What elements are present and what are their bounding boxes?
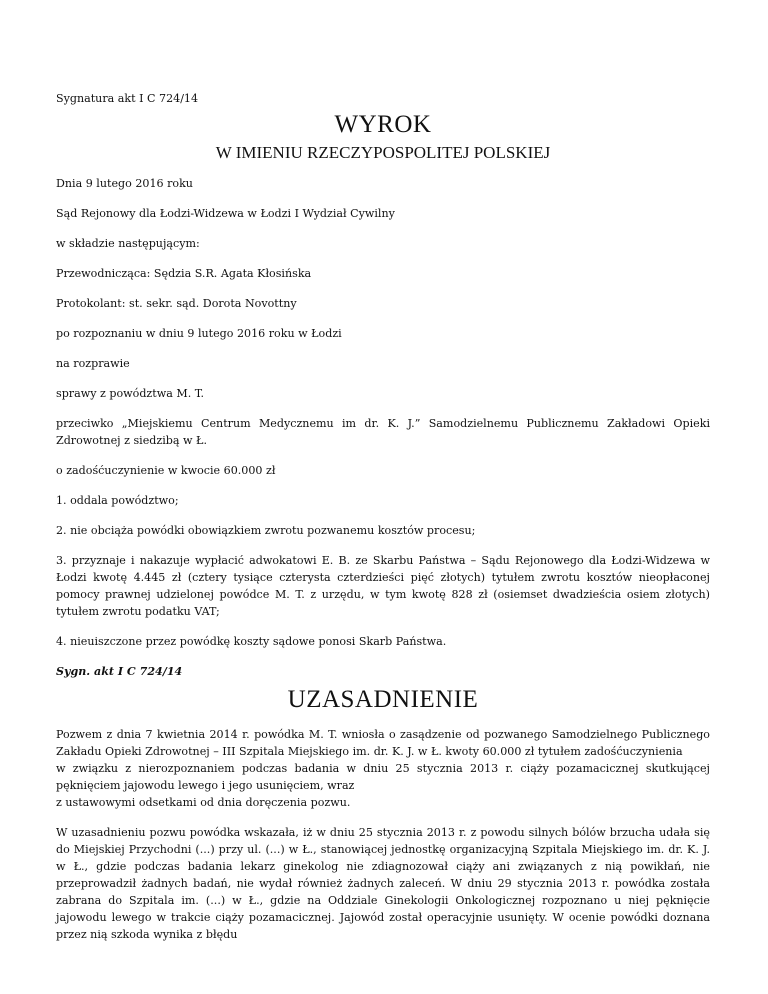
case-signature: Sygnatura akt I C 724/14 <box>56 92 199 105</box>
justification-p1-part-a: Pozwem z dnia 7 kwietnia 2014 r. powódka M. T. wniosła o zasądzenie od pozwanego Samodzielnego Publicznego Zakładu Opieki Zdrowotnej – III Szpitala Miejskiego im. dr. K. J. w Ł. kwoty 60.000 zł tytułem zadośćuczynienia <box>56 728 710 758</box>
composition-line: w składzie następującym: <box>56 237 200 250</box>
case-signature-secondary: Sygn. akt I C 724/14 <box>56 665 183 678</box>
date-line: Dnia 9 lutego 2016 roku <box>56 177 193 190</box>
court-line: Sąd Rejonowy dla Łodzi-Widzewa w Łodzi I Wydział Cywilny <box>56 207 395 220</box>
hearing-type-line: na rozprawie <box>56 357 130 370</box>
ruling-point-4: 4. nieuiszczone przez powódkę koszty sądowe ponosi Skarb Państwa. <box>56 635 447 648</box>
judgment-title: WYROK <box>334 111 432 138</box>
justification-paragraph-1 <box>56 726 710 811</box>
plaintiff-line: sprawy z powództwa M. T. <box>56 387 205 400</box>
justification-paragraph-2: W uzasadnieniu pozwu powódka wskazała, iż w dniu 25 stycznia 2013 r. z powodu silnych bólów brzucha udała się do Miejskiej Przychodni (...) przy ul. (...) w Ł., stanowiącej jednostkę organizacyjną Szpitala Miejskiego im. dr. K. J. w Ł., gdzie podczas badania lekarz ginekolog nie zdiagnozował ciąży ani związanych z nią powikłań, nie przeprowadził żadnych badań, nie wydał również żadnych zaleceń. W dniu 29 stycznia 2013 r. powódka została zabrana do Szpitala im. (...) w Ł., gdzie na Oddziale Ginekologii Onkologicznej rozpoznano u niej pęknięcie jajowodu lewego w trakcie ciąży pozamacicznej. Jajowód został operacyjnie usunięty. W ocenie powódki doznana przez nią szkoda wynika z błędu <box>56 826 710 941</box>
justification-p1-part-b: w związku z nierozpoznaniem podczas badania w dniu 25 stycznia 2013 r. ciąży pozamacicznej skutkującej pęknięciem jajowodu lewego i jego usunięciem, wraz <box>56 762 710 792</box>
claim-line: o zadośćuczynienie w kwocie 60.000 zł <box>56 464 276 477</box>
judgment-subtitle: W IMIENIU RZECZYPOSPOLITEJ POLSKIEJ <box>215 143 551 162</box>
hearing-date-line: po rozpoznaniu w dniu 9 lutego 2016 roku w Łodzi <box>56 327 342 340</box>
defendant-paragraph: przeciwko „Miejskiemu Centrum Medycznemu im dr. K. J.” Samodzielnemu Publicznemu Zakładowi Opieki Zdrowotnej z siedzibą w Ł. <box>56 417 710 447</box>
justification-title: UZASADNIENIE <box>287 686 479 713</box>
ruling-point-2: 2. nie obciąża powódki obowiązkiem zwrotu pozwanemu kosztów procesu; <box>56 524 476 537</box>
justification-p1-part-c: z ustawowymi odsetkami od dnia doręczenia pozwu. <box>56 796 351 809</box>
presiding-judge-line: Przewodnicząca: Sędzia S.R. Agata Kłosińska <box>56 267 312 280</box>
ruling-point-1: 1. oddala powództwo; <box>56 494 179 507</box>
ruling-point-3: 3. przyznaje i nakazuje wypłacić adwokatowi E. B. ze Skarbu Państwa – Sądu Rejonowego dla Łodzi-Widzewa w Łodzi kwotę 4.445 zł (cztery tysiące czterysta czterdzieści pięć złotych) tytułem zwrotu kosztów nieopłaconej pomocy prawnej udzielonej powódce M. T. z urzędu, w tym kwotę 828 zł (osiemset dwadzieścia osiem złotych) tytułem zwrotu podatku VAT; <box>56 554 710 618</box>
judgment-document <box>56 90 710 956</box>
clerk-line: Protokolant: st. sekr. sąd. Dorota Novottny <box>56 297 297 310</box>
